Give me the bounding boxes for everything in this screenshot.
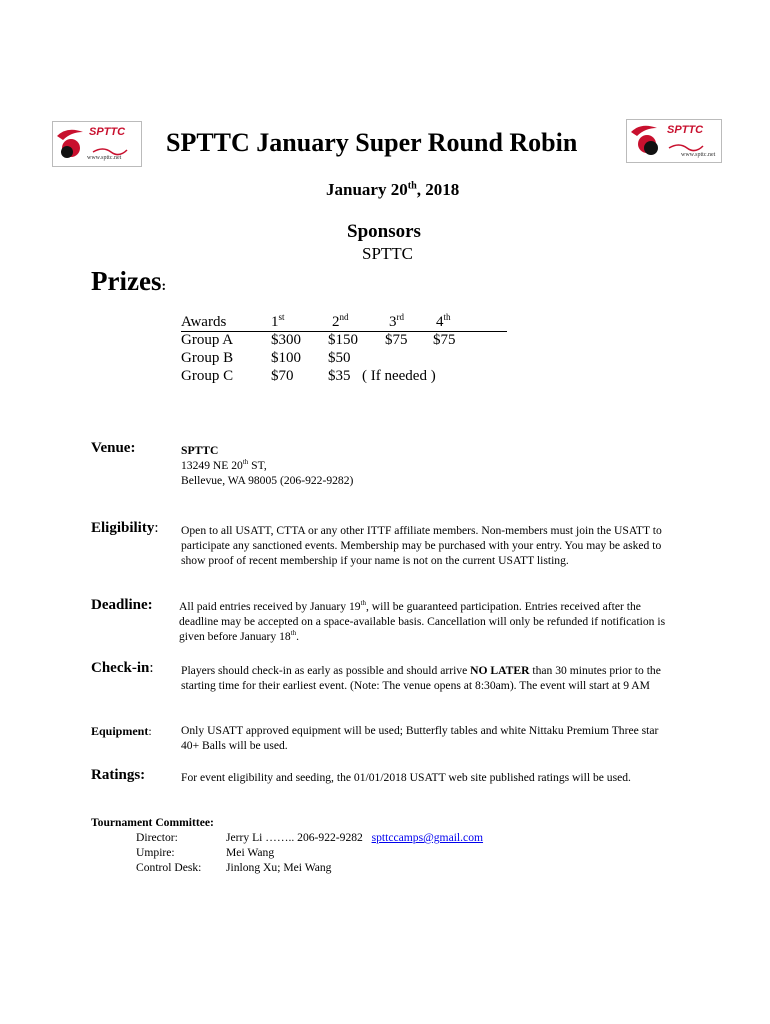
prize-col-4th: 4th <box>436 312 451 330</box>
committee-director-value: Jerry Li …….. 206-922-9282 spttccamps@gmail.com <box>226 831 484 844</box>
committee-heading: Tournament Committee: <box>91 816 214 829</box>
logo-url-text: www.spttc.net <box>87 155 122 161</box>
committee-umpire-label: Umpire: <box>136 846 175 859</box>
spttc-logo-right <box>626 119 722 163</box>
deadline-text: All paid entries received by January 19th, will be guaranteed participation. Entries received after the deadline may be accepted on a space-available basis. Cancellation will only be refunded if notification is given before January 18th. <box>179 599 666 643</box>
committee-control-label: Control Desk: <box>136 861 202 874</box>
prize-c-2nd: $35 <box>328 368 351 384</box>
event-date: January 20th, 2018 <box>326 180 460 199</box>
prize-col-awards: Awards <box>181 314 227 330</box>
prize-a-2nd: $150 <box>328 332 358 348</box>
logo-url-text: www.spttc.net <box>681 152 716 158</box>
eligibility-label: Eligibility: <box>91 520 159 536</box>
prize-group-b: Group B <box>181 350 234 366</box>
checkin-label: Check-in: <box>91 660 154 676</box>
prize-col-2nd: 2nd <box>332 312 349 330</box>
logo-brand-text: SPTTC <box>89 126 126 138</box>
prize-a-1st: $300 <box>271 332 301 348</box>
prize-group-c: Group C <box>181 368 234 384</box>
ratings-label: Ratings: <box>91 767 146 783</box>
committee-control-value: Jinlong Xu; Mei Wang <box>226 861 332 874</box>
committee-director-label: Director: <box>136 831 178 844</box>
venue-address-line2: Bellevue, WA 98005 (206-922-9282) <box>181 474 354 487</box>
prize-a-4th: $75 <box>433 332 456 348</box>
prize-col-1st: 1st <box>271 312 285 330</box>
venue-block <box>181 443 661 488</box>
venue-address-line1: 13249 NE 20th ST, <box>181 458 267 472</box>
committee-umpire-value: Mei Wang <box>226 846 275 859</box>
equipment-text: Only USATT approved equipment will be used; Butterfly tables and white Nittaku Premium Three star 40+ Balls will be used. <box>181 724 659 752</box>
prizes-heading: Prizes: <box>91 266 167 296</box>
sponsors-heading: Sponsors <box>347 221 421 242</box>
deadline-label: Deadline: <box>91 597 153 613</box>
prize-group-a: Group A <box>181 332 234 348</box>
sponsor-name: SPTTC <box>362 244 414 263</box>
ratings-text: For event eligibility and seeding, the 01/01/2018 USATT web site published ratings will be used. <box>181 771 631 784</box>
prize-b-1st: $100 <box>271 350 301 366</box>
prize-c-1st: $70 <box>271 368 294 384</box>
director-email-link[interactable]: spttccamps@gmail.com <box>371 831 484 844</box>
prize-c-note: ( If needed ) <box>362 368 436 384</box>
spttc-logo-left <box>52 121 142 167</box>
logo-brand-text: SPTTC <box>667 124 704 136</box>
equipment-label: Equipment: <box>91 724 152 738</box>
prize-b-2nd: $50 <box>328 350 351 366</box>
prize-col-3rd: 3rd <box>389 312 404 330</box>
page-title: SPTTC January Super Round Robin <box>166 128 578 157</box>
prize-a-3rd: $75 <box>385 332 408 348</box>
eligibility-text: Open to all USATT, CTTA or any other ITTF affiliate members. Non-members must join the USATT to participate any sanctioned events. Membership may be purchased with your entry. You may be asked to show proof of recent membership if your name is not on the current USATT listing. <box>181 524 662 567</box>
checkin-text: Players should check-in as early as possible and should arrive NO LATER than 30 minutes prior to the starting time for their earliest event. (Note: The venue opens at 8:30am). The event will start at 9 AM <box>181 664 661 692</box>
venue-label: Venue: <box>91 440 136 456</box>
venue-name: SPTTC <box>181 444 219 457</box>
